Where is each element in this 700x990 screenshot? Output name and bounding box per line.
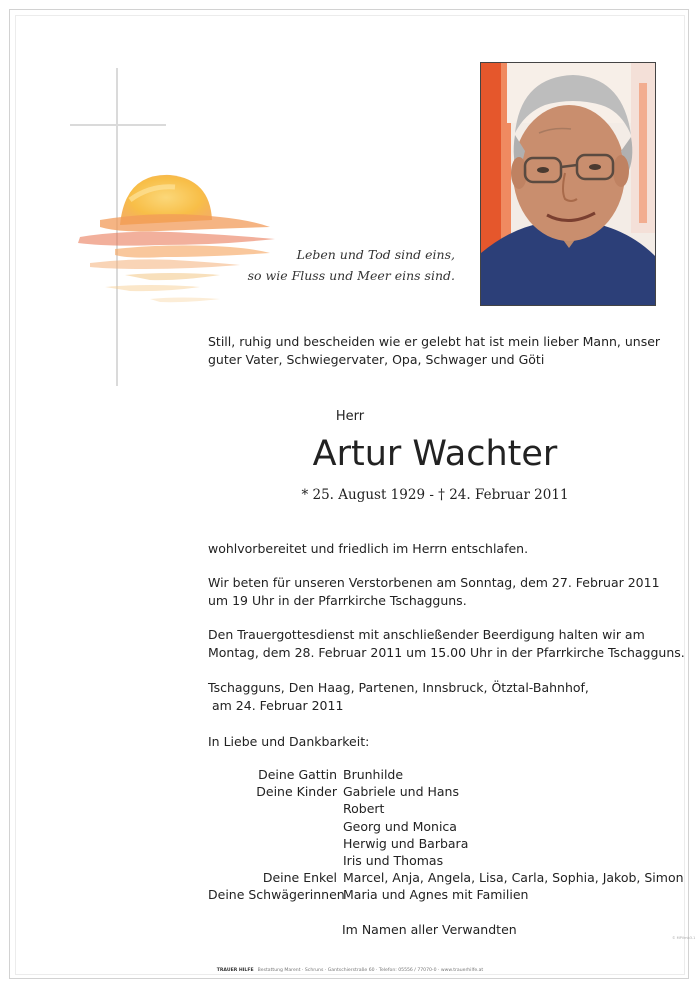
- intro-text: [208, 333, 660, 369]
- portrait-image: [481, 63, 656, 306]
- cross-icon-horizontal: [70, 124, 166, 126]
- mourner-relation: [208, 852, 343, 869]
- quote-line-2: so wie Fluss und Meer eins sind.: [247, 268, 455, 283]
- mourner-row: [208, 800, 684, 817]
- paragraph-funeral: [208, 626, 685, 662]
- mourner-row: [208, 766, 684, 783]
- places-line-1: Tschagguns, Den Haag, Partenen, Innsbruck, Ötztal-Bahnhof,: [208, 680, 589, 695]
- mourner-names: Iris und Thomas: [343, 853, 444, 869]
- prayer-line-1: Wir beten für unseren Verstorbenen am Sonntag, dem 27. Februar 2011: [208, 575, 660, 590]
- mourner-relation: [208, 835, 343, 852]
- mourner-row: [208, 886, 684, 903]
- mourner-row: [208, 818, 684, 835]
- paragraph-passing: wohlvorbereitet und friedlich im Herrn entschlafen.: [208, 541, 529, 556]
- mourner-row: [208, 852, 684, 869]
- funeral-line-2: Montag, dem 28. Februar 2011 um 15.00 Uhr in der Pfarrkirche Tschagguns.: [208, 645, 685, 660]
- life-dates: * 25. August 1929 - † 24. Februar 2011: [301, 487, 569, 503]
- places-line-2: am 24. Februar 2011: [208, 698, 344, 713]
- mourner-row: [208, 783, 684, 800]
- paragraph-places: [208, 679, 589, 715]
- paragraph-thanks: In Liebe und Dankbarkeit:: [208, 734, 370, 749]
- mourner-relation: Deine Gattin: [258, 767, 337, 782]
- mourners-list: [208, 766, 684, 904]
- funeral-line-1: Den Trauergottesdienst mit anschließender Beerdigung halten wir am: [208, 627, 645, 642]
- intro-line-1: Still, ruhig und bescheiden wie er gelebt hat ist mein lieber Mann, unser: [208, 334, 661, 349]
- mourner-names: Marcel, Anja, Angela, Lisa, Carla, Sophia, Jakob, Simon: [343, 870, 684, 886]
- prayer-line-2: um 19 Uhr in der Pfarrkirche Tschagguns.: [208, 593, 467, 608]
- mourner-names: Robert: [343, 801, 385, 817]
- paragraph-prayer: [208, 574, 660, 610]
- quote: [248, 244, 455, 286]
- mourner-names: Gabriele und Hans: [343, 784, 459, 800]
- footer-text: Bestattung Marent · Schruns · Gantschierstraße 60 · Telefon: 05556 / 77070-0 · www.trauerhilfe.at: [257, 968, 484, 973]
- footer: [0, 968, 700, 973]
- mourner-relation: Deine Schwägerinnen: [208, 887, 345, 903]
- closing-line: Im Namen aller Verwandten: [342, 922, 517, 937]
- sunset-watercolor-icon: [70, 165, 280, 310]
- portrait-photo: [480, 62, 656, 306]
- mourner-relation: Deine Kinder: [256, 784, 337, 800]
- mourner-names: Georg und Monica: [343, 818, 457, 834]
- mourner-names: Maria und Agnes mit Familien: [343, 887, 529, 903]
- footer-brand: TRAUER HILFE: [216, 968, 254, 973]
- mourner-row: [208, 869, 684, 886]
- mourner-names: Herwig und Barbara: [343, 835, 469, 851]
- copyright-mark: © MPVmb3.1: [672, 936, 696, 940]
- intro-line-2: guter Vater, Schwiegervater, Opa, Schwager und Göti: [208, 352, 545, 367]
- mourner-relation: [208, 800, 343, 817]
- quote-line-1: Leben und Tod sind eins,: [296, 247, 455, 262]
- mourner-relation: Deine Enkel: [262, 870, 337, 886]
- salutation: Herr: [335, 409, 365, 424]
- mourner-relation: [208, 818, 343, 835]
- deceased-name: Artur Wachter: [312, 434, 558, 474]
- mourner-names: Brunhilde: [343, 767, 404, 782]
- mourner-row: [208, 835, 684, 852]
